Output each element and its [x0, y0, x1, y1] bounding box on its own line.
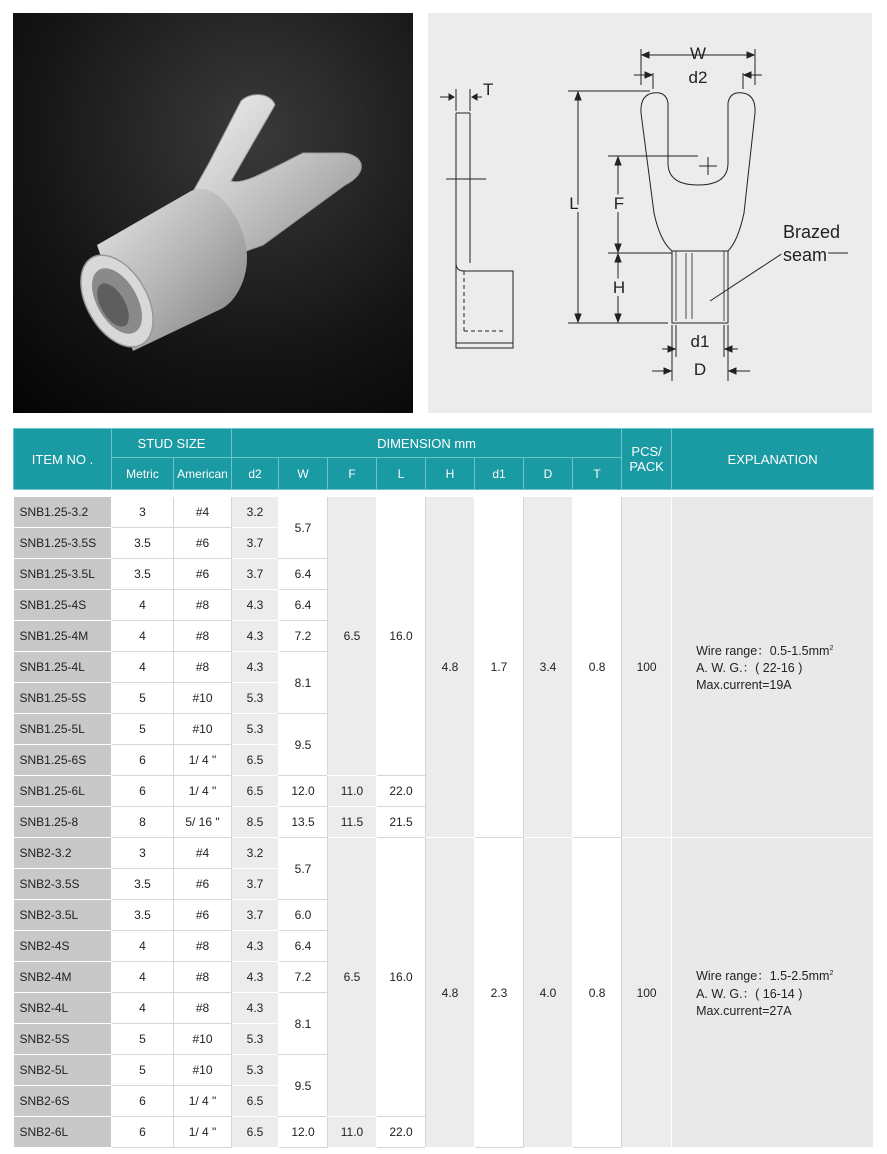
header-stud-size: STUD SIZE	[112, 429, 232, 458]
f-cell: 6.5	[328, 497, 377, 776]
metric-cell: 4	[112, 652, 174, 683]
metric-cell: 3	[112, 838, 174, 869]
metric-cell: 3	[112, 497, 174, 528]
american-cell: #8	[174, 993, 232, 1024]
label-W: W	[689, 44, 707, 63]
american-cell: 1/ 4 "	[174, 776, 232, 807]
table-row	[14, 838, 874, 869]
metric-cell: 4	[112, 931, 174, 962]
l-cell: 22.0	[377, 1117, 426, 1148]
item-no: SNB1.25-4L	[14, 652, 112, 683]
w-cell: 9.5	[279, 714, 328, 776]
header-D: D	[524, 458, 573, 490]
item-no: SNB1.25-6L	[14, 776, 112, 807]
metric-cell: 3.5	[112, 869, 174, 900]
american-cell: #8	[174, 931, 232, 962]
metric-cell: 5	[112, 1055, 174, 1086]
metric-cell: 4	[112, 962, 174, 993]
american-cell: 1/ 4 "	[174, 1086, 232, 1117]
american-cell: #8	[174, 590, 232, 621]
header-explanation: EXPLANATION	[672, 429, 874, 490]
label-L: L	[569, 194, 579, 213]
item-no: SNB2-3.2	[14, 838, 112, 869]
item-no: SNB2-5S	[14, 1024, 112, 1055]
d2-cell: 4.3	[232, 590, 279, 621]
d2-cell: 5.3	[232, 1055, 279, 1086]
item-no: SNB2-4M	[14, 962, 112, 993]
american-cell: #6	[174, 528, 232, 559]
d2-cell: 3.7	[232, 900, 279, 931]
d2-cell: 3.2	[232, 838, 279, 869]
label-T: T	[483, 80, 494, 99]
header-H: H	[426, 458, 475, 490]
metric-cell: 5	[112, 683, 174, 714]
header-american: American	[174, 458, 232, 490]
american-cell: #10	[174, 714, 232, 745]
h-cell: 4.8	[426, 838, 475, 1148]
D-cell: 4.0	[524, 838, 573, 1148]
pcs-cell: 100	[622, 838, 672, 1148]
side-view	[440, 89, 513, 348]
item-no: SNB2-6S	[14, 1086, 112, 1117]
front-view	[641, 93, 755, 323]
american-cell: #6	[174, 869, 232, 900]
american-cell: #8	[174, 962, 232, 993]
d2-cell: 4.3	[232, 621, 279, 652]
metric-cell: 4	[112, 590, 174, 621]
w-cell: 6.4	[279, 931, 328, 962]
d1-cell: 1.7	[475, 497, 524, 838]
metric-cell: 6	[112, 776, 174, 807]
item-no: SNB2-5L	[14, 1055, 112, 1086]
header-pcs-pack: PCS/ PACK	[622, 429, 672, 490]
item-no: SNB1.25-5S	[14, 683, 112, 714]
d2-cell: 5.3	[232, 683, 279, 714]
header-d2: d2	[232, 458, 279, 490]
label-brazed: Brazed	[783, 222, 841, 242]
label-d2: d2	[688, 68, 708, 87]
item-no: SNB2-4L	[14, 993, 112, 1024]
header-item-no: ITEM NO .	[14, 429, 112, 490]
d2-cell: 3.7	[232, 559, 279, 590]
label-seam: seam	[783, 245, 828, 265]
item-no: SNB1.25-8	[14, 807, 112, 838]
metric-cell: 3.5	[112, 900, 174, 931]
w-cell: 7.2	[279, 621, 328, 652]
w-cell: 8.1	[279, 652, 328, 714]
item-no: SNB1.25-6S	[14, 745, 112, 776]
metric-cell: 4	[112, 993, 174, 1024]
d2-cell: 4.3	[232, 993, 279, 1024]
d2-cell: 5.3	[232, 1024, 279, 1055]
item-no: SNB1.25-4S	[14, 590, 112, 621]
w-cell: 6.4	[279, 590, 328, 621]
w-cell: 6.0	[279, 900, 328, 931]
d2-cell: 3.7	[232, 869, 279, 900]
item-no: SNB2-3.5L	[14, 900, 112, 931]
metric-cell: 5	[112, 1024, 174, 1055]
american-cell: #8	[174, 652, 232, 683]
label-H: H	[612, 278, 626, 297]
t-cell: 0.8	[573, 838, 622, 1148]
h-cell: 4.8	[426, 497, 475, 838]
f-cell: 11.0	[328, 776, 377, 807]
item-no: SNB2-3.5S	[14, 869, 112, 900]
pcs-cell: 100	[622, 497, 672, 838]
t-cell: 0.8	[573, 497, 622, 838]
f-cell: 11.5	[328, 807, 377, 838]
table-row	[14, 497, 874, 528]
d1-cell: 2.3	[475, 838, 524, 1148]
d2-cell: 4.3	[232, 962, 279, 993]
d2-cell: 3.2	[232, 497, 279, 528]
w-cell: 12.0	[279, 1117, 328, 1148]
american-cell: 5/ 16 "	[174, 807, 232, 838]
metric-cell: 3.5	[112, 559, 174, 590]
w-cell: 7.2	[279, 962, 328, 993]
header-d1: d1	[475, 458, 524, 490]
header-T: T	[573, 458, 622, 490]
metric-cell: 4	[112, 621, 174, 652]
spec-table-body	[14, 497, 874, 1148]
l-cell: 21.5	[377, 807, 426, 838]
d2-cell: 6.5	[232, 1117, 279, 1148]
w-cell: 6.4	[279, 559, 328, 590]
w-cell: 5.7	[279, 497, 328, 559]
spec-table	[13, 428, 874, 1148]
item-no: SNB1.25-3.5L	[14, 559, 112, 590]
explanation-cell: Wire range：$1.5-2.5mm^2$ A. W. G.：( 16-14 ) Max.current=27A	[672, 838, 874, 1148]
american-cell: #10	[174, 1024, 232, 1055]
header-F: F	[328, 458, 377, 490]
american-cell: #10	[174, 1055, 232, 1086]
l-cell: 22.0	[377, 776, 426, 807]
metric-cell: 6	[112, 1117, 174, 1148]
product-photo	[13, 13, 413, 413]
header-metric: Metric	[112, 458, 174, 490]
item-no: SNB2-4S	[14, 931, 112, 962]
d2-cell: 6.5	[232, 776, 279, 807]
american-cell: #6	[174, 559, 232, 590]
header-dimension: DIMENSION mm	[232, 429, 622, 458]
l-cell: 16.0	[377, 497, 426, 776]
f-cell: 11.0	[328, 1117, 377, 1148]
item-no: SNB1.25-3.2	[14, 497, 112, 528]
d2-cell: 5.3	[232, 714, 279, 745]
american-cell: #8	[174, 621, 232, 652]
item-no: SNB1.25-3.5S	[14, 528, 112, 559]
explanation-cell: Wire range：$0.5-1.5mm^2$ A. W. G.：( 22-16 ) Max.current=19A	[672, 497, 874, 838]
american-cell: 1/ 4 "	[174, 745, 232, 776]
metric-cell: 6	[112, 1086, 174, 1117]
d2-cell: 4.3	[232, 931, 279, 962]
metric-cell: 8	[112, 807, 174, 838]
d2-cell: 8.5	[232, 807, 279, 838]
d2-cell: 6.5	[232, 745, 279, 776]
metric-cell: 3.5	[112, 528, 174, 559]
technical-drawing	[428, 13, 872, 413]
header-L: L	[377, 458, 426, 490]
american-cell: #6	[174, 900, 232, 931]
w-cell: 5.7	[279, 838, 328, 900]
w-cell: 8.1	[279, 993, 328, 1055]
american-cell: 1/ 4 "	[174, 1117, 232, 1148]
d2-cell: 3.7	[232, 528, 279, 559]
american-cell: #4	[174, 497, 232, 528]
item-no: SNB1.25-5L	[14, 714, 112, 745]
label-d1: d1	[690, 332, 710, 351]
l-cell: 16.0	[377, 838, 426, 1117]
label-F: F	[613, 194, 625, 213]
d2-cell: 6.5	[232, 1086, 279, 1117]
w-cell: 9.5	[279, 1055, 328, 1117]
item-no: SNB2-6L	[14, 1117, 112, 1148]
w-cell: 12.0	[279, 776, 328, 807]
header-W: W	[279, 458, 328, 490]
label-D: D	[693, 360, 707, 379]
american-cell: #4	[174, 838, 232, 869]
d2-cell: 4.3	[232, 652, 279, 683]
D-cell: 3.4	[524, 497, 573, 838]
item-no: SNB1.25-4M	[14, 621, 112, 652]
metric-cell: 6	[112, 745, 174, 776]
w-cell: 13.5	[279, 807, 328, 838]
f-cell: 6.5	[328, 838, 377, 1117]
american-cell: #10	[174, 683, 232, 714]
metric-cell: 5	[112, 714, 174, 745]
